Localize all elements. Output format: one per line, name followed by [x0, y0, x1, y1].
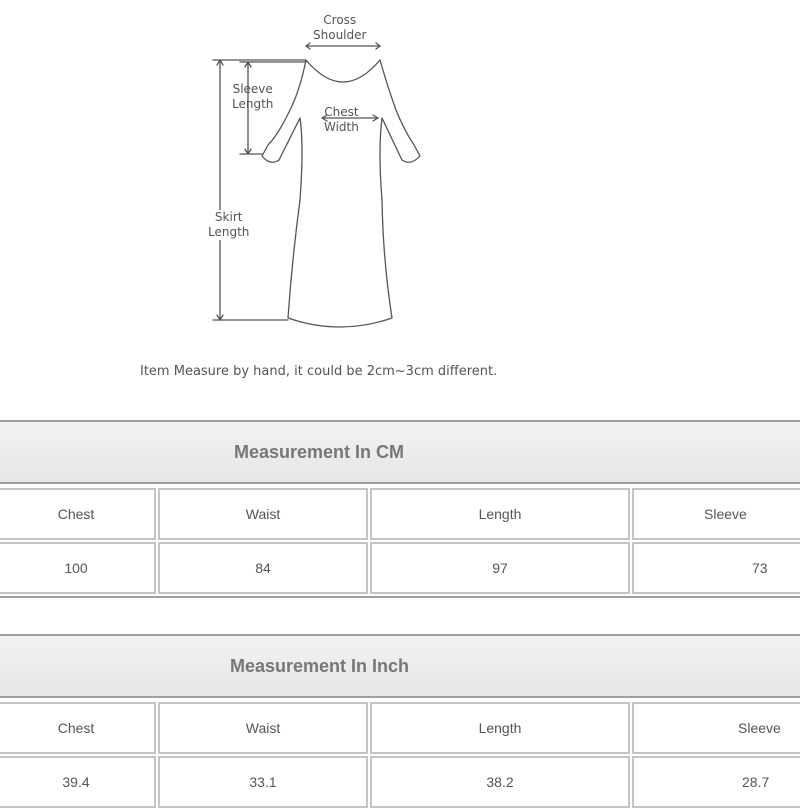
inch-table-title: Measurement In Inch: [230, 656, 410, 676]
inch-header-sleeve: Sleeve: [632, 702, 800, 754]
dress-body: [262, 60, 420, 327]
inch-header-waist: Waist: [158, 702, 368, 754]
inch-header-length: Length: [370, 702, 630, 754]
cm-value-sleeve: 73: [632, 542, 800, 594]
chest-width-label-line2: Width: [324, 120, 359, 134]
inch-value-chest: 39.4: [0, 756, 156, 808]
sleeve-length-label: [232, 82, 273, 112]
cm-value-chest: 100: [0, 542, 156, 594]
cm-value-waist: 84: [158, 542, 368, 594]
dress-diagram: [0, 0, 800, 400]
dress-outline-drawing: [0, 0, 800, 400]
inch-value-length: 38.2: [370, 756, 630, 808]
cm-header-chest: Chest: [0, 488, 156, 540]
skirt-length-label: [208, 210, 249, 240]
cm-table-title: Measurement In CM: [234, 442, 405, 462]
measurement-note: Item Measure by hand, it could be 2cm~3cm different.: [140, 364, 498, 379]
cm-value-length: 97: [370, 542, 630, 594]
cm-table-title-bar: [0, 420, 800, 484]
cm-table-bottom-rule: [0, 596, 800, 598]
dress-neckline: [306, 60, 380, 82]
cm-header-sleeve: Sleeve: [632, 488, 800, 540]
chest-width-label: [324, 105, 359, 135]
skirt-length-label-line1: Skirt: [214, 210, 243, 224]
inch-value-waist: 33.1: [158, 756, 368, 808]
skirt-length-label-line2: Length: [208, 225, 250, 239]
cross-shoulder-label: [313, 13, 366, 43]
cm-header-length: Length: [370, 488, 630, 540]
sleeve-length-label-line2: Length: [232, 97, 274, 111]
inch-header-chest: Chest: [0, 702, 156, 754]
cm-header-waist: Waist: [158, 488, 368, 540]
inch-value-sleeve: 28.7: [632, 756, 800, 808]
cross-shoulder-label-line1: Cross: [323, 13, 357, 27]
inch-table-title-bar: [0, 634, 800, 698]
sleeve-length-label-line1: Sleeve: [232, 82, 273, 96]
chest-width-label-line1: Chest: [324, 105, 359, 119]
cross-shoulder-label-line2: Shoulder: [313, 28, 367, 42]
